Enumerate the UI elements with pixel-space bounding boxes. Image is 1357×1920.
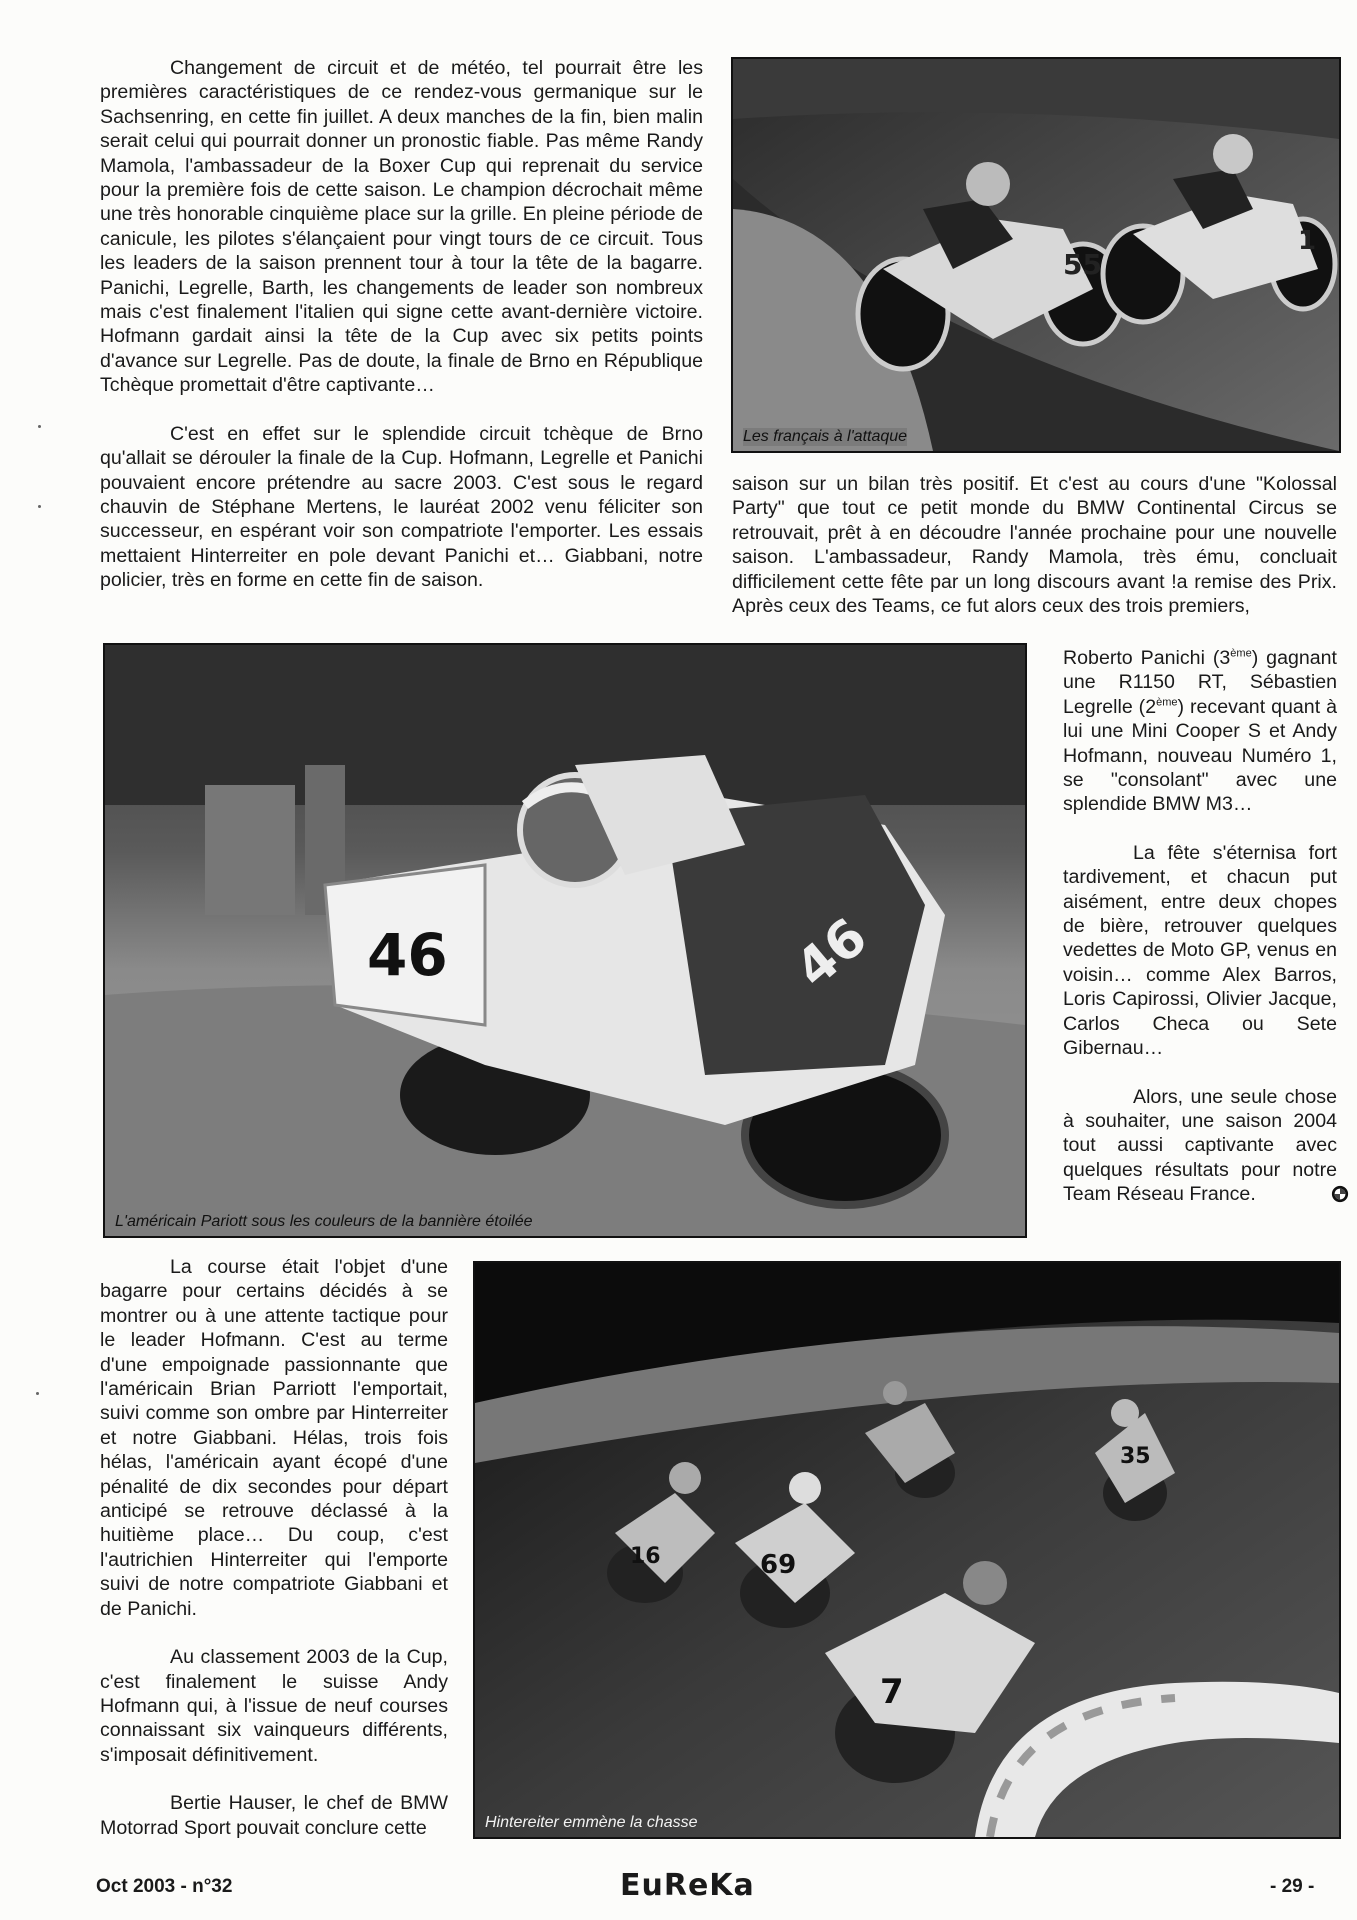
race-number: 69 bbox=[760, 1550, 797, 1580]
article-column-bottom-left bbox=[100, 1255, 448, 1840]
winner-text: Roberto Panichi (3 bbox=[1063, 647, 1231, 669]
paragraph: Au classement 2003 de la Cup, c'est finalement le suisse Andy Hofmann qui, à l'issue de neuf courses connaissant six vainqueurs différents, s'imposait définitivement. bbox=[100, 1646, 448, 1766]
paragraph: La course était l'objet d'une bagarre pour certains décidés à se montrer ou à une attente tactique pour le leader Hofmann. C'est au terme d'une empoignade passionnante que l'américain Brian Parriott l'emportait, suivi comme son ombre par Hinterreiter et notre Giabbani. Hélas, trois fois hélas, l'américain ayant écopé d'une pénalité de dix secondes pour départ anticipé se retrouve déclassé à la huitième place… Du coup, c'est l'autrichien Hinterreiter qui l'emporte suivi de notre compatriote Giabbani et de Panichi. bbox=[100, 1256, 448, 1620]
paragraph: Changement de circuit et de météo, tel pourrait être les premières caractéristiques de ce rendez-vous germanique sur le Sachsenring, en cette fin juillet. A deux manches de la fin, bien malin serait celui qui pourrait donner un pronostic fiable. Pas même Randy Mamola, l'ambassadeur de la Boxer Cup qui reprenait du service pour la première fois de cette saison. Le champion décrochait même une très honorable cinquième place sur la grille. En pleine période de canicule, les pilotes s'élançaient pour vingt tours de ce circuit. Tous les leaders de la saison prennent tour à tour la tête de la bagarre. Panichi, Legrelle, Barth, les changements de leader son nombreux mais c'est finalement l'italien qui signe cette avant-dernière victoire. Hofmann gardait ainsi la tête de la Cup avec six petits points d'avance sur Legrelle. Pas de doute, la finale de Brno en République Tchèque promettait d'être captivante… bbox=[100, 57, 703, 397]
ordinal-suffix: ème bbox=[1156, 696, 1178, 709]
photo-parriott bbox=[103, 643, 1027, 1238]
photo-hinterreiter bbox=[473, 1261, 1341, 1839]
paragraph: La fête s'éternisa fort tardivement, et chacun put aisément, entre deux chopes de bière, retrouver quelques vedettes de Moto GP, venus en voisin… comme Alex Barros, Loris Capirossi, Olivier Jacque, Carlos Checa ou Sete Gibernau… bbox=[1063, 841, 1337, 1060]
photo-caption: Hintereiter emmène la chasse bbox=[485, 1814, 698, 1831]
bmw-roundel-icon bbox=[1261, 1185, 1279, 1203]
article-column-left bbox=[100, 56, 703, 593]
race-number: 46 bbox=[784, 907, 879, 1000]
paragraph bbox=[1063, 646, 1337, 817]
paragraph: Bertie Hauser, le chef de BMW Motorrad Sport pouvait conclure cette bbox=[100, 1792, 448, 1839]
photo-image bbox=[475, 1263, 1339, 1837]
margin-mark bbox=[38, 505, 41, 508]
ordinal-suffix: ème bbox=[1230, 647, 1252, 660]
photo-image bbox=[105, 645, 1025, 1236]
margin-mark bbox=[38, 425, 41, 428]
paragraph bbox=[1063, 1085, 1337, 1207]
paragraph: C'est en effet sur le splendide circuit tchèque de Brno qu'allait se dérouler la finale de la Cup. Hofmann, Legrelle et Panichi pouvaient encore prétendre au sacre 2003. C'est sous le regard chauvin de Stéphane Mertens, le lauréat 2002 venu féliciter son successeur, en espérant voir son compatriote l'emporter. Les essais mettaient Hinterreiter en pole devant Panichi et… Giabbani, notre policier, très en forme en cette fin de saison. bbox=[100, 422, 703, 592]
article-column-right-top bbox=[732, 472, 1337, 618]
race-number: 1 bbox=[1298, 226, 1317, 256]
race-number: 55 bbox=[1063, 248, 1102, 281]
photo-image bbox=[733, 59, 1339, 451]
race-number: 35 bbox=[1120, 1444, 1151, 1469]
article-column-right-narrow bbox=[1063, 646, 1337, 1207]
winner-text: ) gagnant une R1150 RT, Sébastien Legrelle (2 bbox=[1063, 647, 1338, 718]
photo-french-riders bbox=[731, 57, 1341, 453]
race-number: 46 bbox=[367, 921, 448, 989]
winner-text: ) recevant quant à lui une Mini Cooper S et Andy Hofmann, nouveau Numéro 1, se "consolant" avec une splendide BMW M3… bbox=[1063, 695, 1337, 816]
magazine-logo: EuReKa bbox=[620, 1868, 755, 1903]
page-number: - 29 - bbox=[1270, 1876, 1315, 1897]
closing-text: Alors, une seule chose à souhaiter, une saison 2004 tout aussi captivante avec quelques résultats pour notre Team Réseau France. bbox=[1063, 1085, 1337, 1206]
margin-mark bbox=[36, 1392, 39, 1395]
race-number: 7 bbox=[880, 1672, 904, 1712]
photo-caption: Les français à l'attaque bbox=[743, 428, 908, 445]
paragraph: saison sur un bilan très positif. Et c'est au cours d'une "Kolossal Party" que tout ce petit monde du BMW Continental Circus se retrouvait, prêt à en découdre l'année prochaine pour une nouvelle saison. L'ambassadeur, Randy Mamola, très ému, concluait difficilement cette fête par un long discours avant !a remise des Prix. Après ceux des Teams, ce fut alors ceux des trois premiers, bbox=[732, 473, 1337, 618]
issue-label: Oct 2003 - n°32 bbox=[96, 1876, 233, 1897]
race-number: 16 bbox=[630, 1544, 661, 1569]
photo-caption: L'américain Pariott sous les couleurs de la bannière étoilée bbox=[115, 1213, 533, 1230]
